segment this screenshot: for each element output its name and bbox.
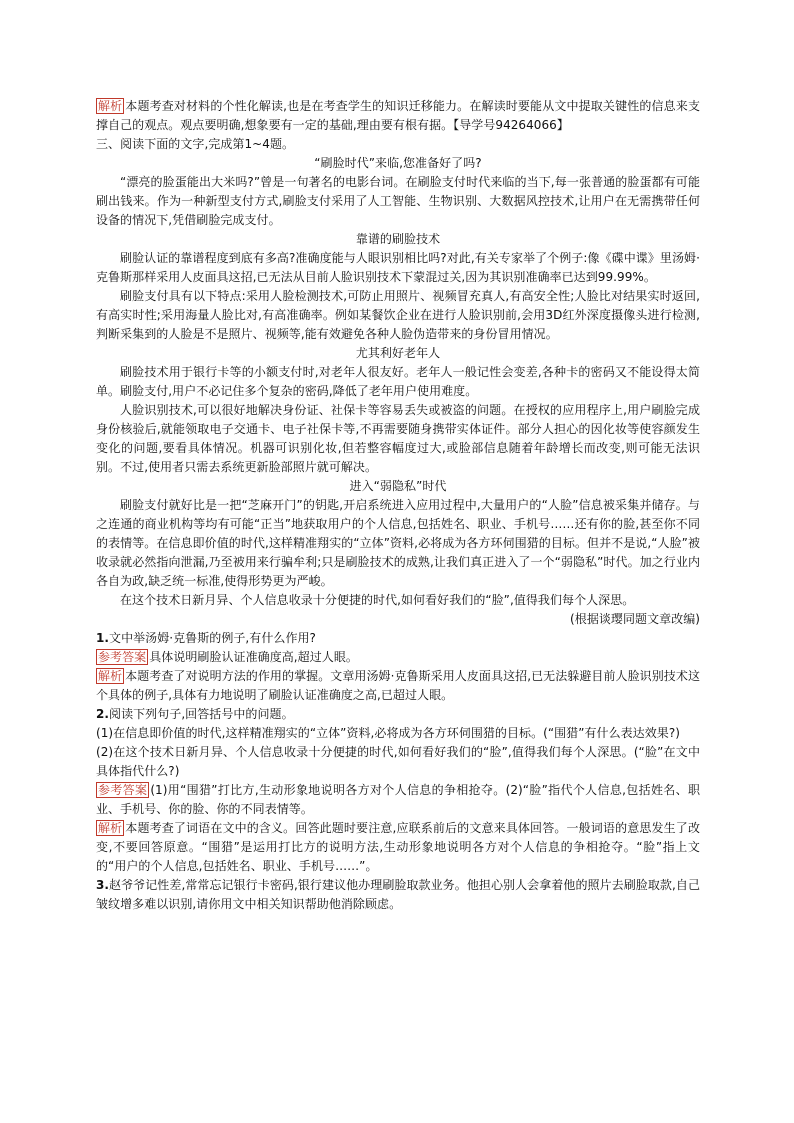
prev-analysis xyxy=(96,97,700,135)
paragraph-1: 刷脸认证的靠谱程度到底有多高?准确度能与人眼识别相比吗?对此,有关专家举了个例子:像《碟中谍》里汤姆·克鲁斯那样采用人皮面具这招,已无法从目前人脸识别技术下蒙混过关,因为其识别准确率已达到99.99%。 xyxy=(96,251,700,284)
paragraph-3: 刷脸技术用于银行卡等的小额支付时,对老年人很友好。老年人一般记性会变差,各种卡的密码又不能设得太简单。刷脸支付,用户不必记住多个复杂的密码,降低了老年用户使用难度。 xyxy=(96,365,700,398)
analysis-1 xyxy=(96,667,700,705)
question-3 xyxy=(96,876,700,914)
analysis-tag: 解析 xyxy=(98,669,123,683)
document-page xyxy=(96,97,700,914)
analysis-text: 本题考查了词语在文中的含义。回答此题时要注意,应联系前后的文意来具体回答。一般词语的意思发生了改变,不要回答原意。“围猎”是运用打比方的说明方法,生动形象地说明各方对个人信息的争相抢夺。“脸”指上文的“用户的个人信息,包括姓名、职业、手机号……”。 xyxy=(96,821,700,873)
article-source: (根据谈璎同题文章改编) xyxy=(570,612,700,626)
question-text: 赵爷爷记性差,常常忘记银行卡密码,银行建议他办理刷脸取款业务。他担心别人会拿着他的照片去刷脸取款,自己皱纹增多难以识别,请你用文中相关知识帮助他消除顾虑。 xyxy=(96,878,700,911)
question-number: 2. xyxy=(96,707,110,721)
answer-tag: 参考答案 xyxy=(98,650,147,664)
question-2-sentence-2: (2)在这个技术日新月异、个人信息收录十分便捷的时代,如何看好我们的“脸”,值得我们每个人深思。(“脸”在文中具体指代什么?) xyxy=(96,745,700,778)
question-text: 阅读下列句子,回答括号中的问题。 xyxy=(109,707,294,721)
question-2 xyxy=(96,705,700,724)
answer-text: 具体说明刷脸认证准确度高,超过人眼。 xyxy=(149,650,358,664)
answer-text: (1)用“围猎”打比方,生动形象地说明各方对个人信息的争相抢夺。(2)“脸”指代个人信息,包括姓名、职业、手机号、你的脸、你的不同表情等。 xyxy=(96,783,701,816)
prev-analysis-text: 本题考查对材料的个性化解读,也是在考查学生的知识迁移能力。在解读时要能从文中提取关键性的信息来支撑自己的观点。观点要明确,想象要有一定的基础,理由要有根有据。【导学号94264066】 xyxy=(96,99,700,132)
analysis-text: 本题考查了对说明方法的作用的掌握。文章用汤姆·克鲁斯采用人皮面具这招,已无法躲避目前人脸识别技术这个具体的例子,具体有力地说明了刷脸认证准确度之高,已超过人眼。 xyxy=(96,669,700,702)
question-2-sentence-1: (1)在信息即价值的时代,这样精准翔实的“立体”资料,必将成为各方环伺围猎的目标。(“围猎”有什么表达效果?) xyxy=(96,726,680,740)
analysis-2 xyxy=(96,819,700,876)
question-1 xyxy=(96,629,700,648)
analysis-tag: 解析 xyxy=(98,99,123,113)
paragraph-4: 人脸识别技术,可以很好地解决身份证、社保卡等容易丢失或被盗的问题。在授权的应用程序上,用户刷脸完成身份核验后,就能领取电子交通卡、电子社保卡等,不再需要随身携带实体证件。部分人担心的因化妆等使容颜发生变化的问题,要看具体情况。机器可识别化妆,但若整容幅度过大,或脸部信息随着年龄增长而改变,则可能无法识别。不过,使用者只需去系统更新脸部照片就可解决。 xyxy=(96,403,700,474)
question-number: 3. xyxy=(96,878,110,892)
subheading-2: 尤其利好老年人 xyxy=(355,346,441,360)
paragraph-5: 刷脸支付就好比是一把“芝麻开门”的钥匙,开启系统进入应用过程中,大量用户的“人脸”信息被采集并储存。与之连通的商业机构等均有可能“正当”地获取用户的个人信息,包括姓名、职业、手机号……还有你的脸,甚至你不同的表情等。在信息即价值的时代,这样精准翔实的“立体”资料,必将成为各方环伺围猎的目标。但并不是说,“人脸”被收录就必然指向泄漏,乃至被用来行骗牟利;只是刷脸技术的成熟,让我们真正进入了一个“弱隐私”时代。加之行业内各自为政,缺乏统一标准,使得形势更为严峻。 xyxy=(96,498,700,588)
paragraph-6: 在这个技术日新月异、个人信息收录十分便捷的时代,如何看好我们的“脸”,值得我们每个人深思。 xyxy=(120,593,635,607)
answer-tag: 参考答案 xyxy=(98,783,148,797)
answer-1 xyxy=(96,648,700,667)
analysis-tag: 解析 xyxy=(98,821,123,835)
section-heading: 三、阅读下面的文字,完成第1~4题。 xyxy=(96,137,295,151)
paragraph-2: 刷脸支付具有以下特点:采用人脸检测技术,可防止用照片、视频冒充真人,有高安全性;人脸比对结果实时返回,有高实时性;采用海量人脸比对,有高准确率。例如某餐饮企业在进行人脸识别前,会用3D红外深度摄像头进行检测,判断采集到的人脸是不是照片、视频等,能有效避免各种人脸伪造带来的身份冒用情况。 xyxy=(96,289,700,341)
article-title: “刷脸时代”来临,您准备好了吗? xyxy=(314,156,482,170)
answer-2 xyxy=(96,781,700,819)
subheading-3: 进入“弱隐私”时代 xyxy=(349,479,447,493)
article-intro: “漂亮的脸蛋能出大米吗?”曾是一句著名的电影台词。在刷脸支付时代来临的当下,每一张普通的脸蛋都有可能刷出钱来。作为一种新型支付方式,刷脸支付采用了人工智能、生物识别、大数据风控技术,让用户在无需携带任何设备的情况下,凭借刷脸完成支付。 xyxy=(96,175,700,227)
question-text: 文中举汤姆·克鲁斯的例子,有什么作用? xyxy=(109,631,316,645)
question-number: 1. xyxy=(96,631,110,645)
subheading-1: 靠谱的刷脸技术 xyxy=(355,232,441,246)
